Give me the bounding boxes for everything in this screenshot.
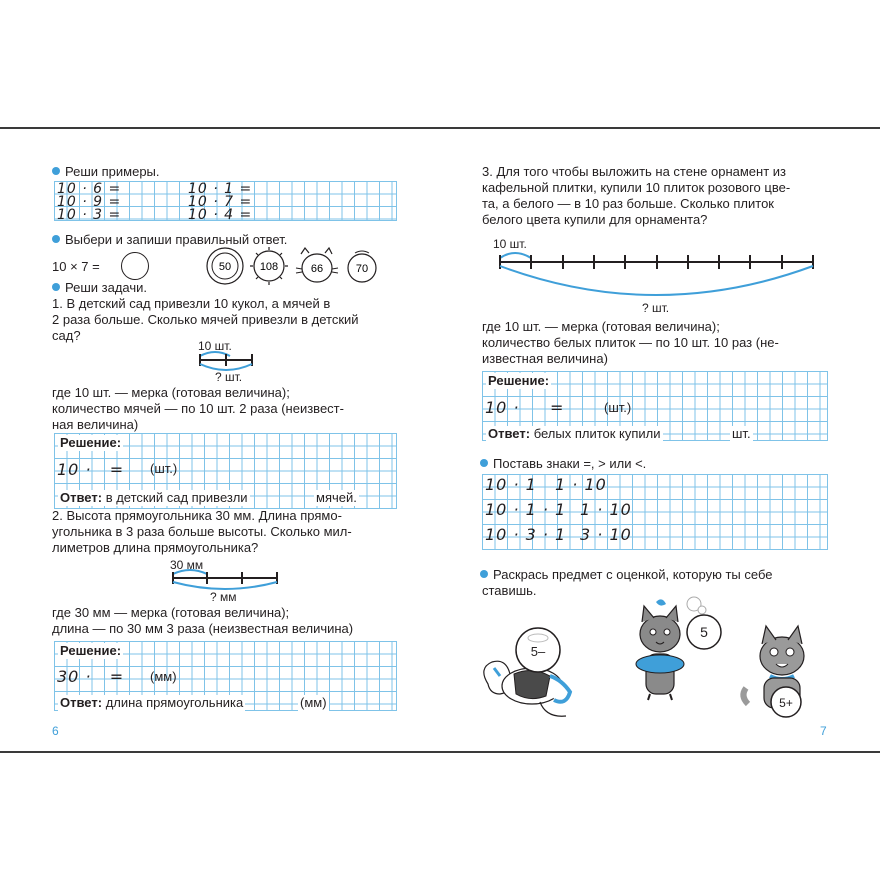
problem3-solution-label: Решение: <box>488 373 550 388</box>
problem3-segment-diagram <box>490 236 825 300</box>
page-number-left: 6 <box>52 724 59 738</box>
bullet-icon <box>52 283 60 291</box>
problem2-seg-top: 30 мм <box>170 558 204 572</box>
answer-label: Ответ: <box>60 695 103 710</box>
option-label: 108 <box>259 261 279 273</box>
compare-title: Поставь знаки =, > или <. <box>480 456 646 472</box>
bullet-icon <box>52 235 60 243</box>
compare-row-left: 10 · 1 <box>485 475 537 494</box>
problem1-line: сад? <box>52 328 81 343</box>
problem3-where: известная величина) <box>482 351 608 366</box>
answer-label: Ответ: <box>60 490 103 505</box>
task1-row-a: 10 · 9 = <box>57 194 122 210</box>
problem3-solution-expr: 10 · = <box>485 398 565 417</box>
problem1-solution-label: Решение: <box>60 435 122 450</box>
cat-lying-with-ball[interactable] <box>484 628 570 716</box>
task1-row-a: 10 · 3 = <box>57 207 122 223</box>
flower-option-50[interactable] <box>207 248 243 284</box>
color-task-title: Раскрась предмет с оценкой, которую ты себе <box>480 567 773 583</box>
answer-options <box>205 244 385 288</box>
answer-text: длина прямоугольника <box>105 695 244 710</box>
answer-text: в детский сад привезли <box>105 490 248 505</box>
problem3-line: та, а белого — в 10 раз больше. Сколько плиток <box>482 196 774 211</box>
problem3-answer <box>486 426 663 442</box>
problem3-where: где 10 шт. — мерка (готовая величина); <box>482 319 720 334</box>
problem2-solution-label: Решение: <box>60 643 122 658</box>
grade-label: 5– <box>530 644 546 659</box>
task3-title: Реши задачи. <box>52 280 147 296</box>
problem1-solution-expr: 10 · = <box>57 460 125 479</box>
problem1-answer-unit: мячей. <box>316 490 357 505</box>
problem1-seg-bottom: ? шт. <box>215 370 243 384</box>
cat-standing-with-ring[interactable] <box>636 597 721 700</box>
sun-option-108[interactable] <box>250 247 288 285</box>
task1-row-b: 10 · 4 = <box>188 207 253 223</box>
problem2-line: 2. Высота прямоугольника 30 мм. Длина прямо- <box>52 508 342 523</box>
task1-row-b: 10 · 7 = <box>188 194 253 210</box>
task1-row-b: 10 · 1 = <box>188 181 253 197</box>
ball-option-70[interactable] <box>348 251 376 282</box>
problem2-answer-unit: (мм) <box>300 695 327 710</box>
compare-row-left: 10 · 3 · 1 <box>485 525 567 544</box>
problem1-where: ная величина) <box>52 417 139 432</box>
color-task-title-line2: ставишь. <box>482 583 537 598</box>
problem1-where: где 10 шт. — мерка (готовая величина); <box>52 385 290 400</box>
problem2-solution-unit: (мм) <box>150 669 177 684</box>
problem1-seg-top: 10 шт. <box>198 339 232 353</box>
page-divider <box>440 160 441 720</box>
problem2-line: лиметров длина прямоугольника? <box>52 540 259 555</box>
problem3-seg-top: 10 шт. <box>493 237 527 251</box>
grade-label: 5+ <box>779 696 793 710</box>
problem3-line: кафельной плитки, купили 10 плиток розового цве- <box>482 180 791 195</box>
compare-row-right: 1 · 10 <box>580 500 632 519</box>
cat-option-66[interactable] <box>296 248 338 282</box>
cat-sitting-with-ball[interactable] <box>743 626 804 717</box>
problem3-line: белого цвета купили для орнамента? <box>482 212 708 227</box>
answer-circle[interactable] <box>121 252 149 280</box>
compare-row-right: 1 · 10 <box>555 475 607 494</box>
problem1-answer-blank[interactable] <box>276 488 312 506</box>
answer-label: Ответ: <box>488 426 531 441</box>
problem3-where: количество белых плиток — по 10 шт. 10 раз (не- <box>482 335 779 350</box>
problem3-seg-bottom: ? шт. <box>642 301 670 315</box>
compare-row-left: 10 · 1 · 1 <box>485 500 567 519</box>
page-number-right: 7 <box>820 724 827 738</box>
problem1-solution-unit: (шт.) <box>150 461 178 476</box>
problem1-line: 1. В детский сад привезли 10 кукол, а мячей в <box>52 296 331 311</box>
problem2-answer <box>58 695 245 711</box>
problem3-line: 3. Для того чтобы выложить на стене орнамент из <box>482 164 786 179</box>
bullet-icon <box>480 459 488 467</box>
option-label: 50 <box>218 261 232 273</box>
problem3-answer-blank[interactable] <box>680 424 724 442</box>
task2-expression: 10 × 7 = <box>52 259 100 274</box>
compare-row-right: 3 · 10 <box>580 525 632 544</box>
answer-text: белых плиток купили <box>533 426 661 441</box>
problem3-solution-unit: (шт.) <box>604 400 632 415</box>
problem2-where: где 30 мм — мерка (готовая величина); <box>52 605 290 620</box>
problem2-where: длина — по 30 мм 3 раза (неизвестная величина) <box>52 621 354 636</box>
option-label: 70 <box>355 263 369 275</box>
task2-title: Выбери и запиши правильный ответ. <box>52 232 287 248</box>
problem2-solution-expr: 30 · = <box>57 667 125 686</box>
task1-row-a: 10 · 6 = <box>57 181 122 197</box>
problem2-seg-bottom: ? мм <box>210 590 237 604</box>
task1-title: Реши примеры. <box>52 164 160 180</box>
problem1-where: количество мячей — по 10 шт. 2 раза (неизвест- <box>52 401 344 416</box>
bullet-icon <box>52 167 60 175</box>
bullet-icon <box>480 570 488 578</box>
problem1-answer <box>58 490 250 506</box>
grade-label: 5 <box>700 624 708 640</box>
option-label: 66 <box>310 263 324 275</box>
problem3-answer-unit: шт. <box>732 426 751 441</box>
cats-illustration <box>470 596 830 726</box>
problem2-line: угольника в 3 раза больше высоты. Сколько мил- <box>52 524 352 539</box>
problem1-line: 2 раза больше. Сколько мячей привезли в детский <box>52 312 359 327</box>
problem2-answer-blank[interactable] <box>257 693 293 711</box>
